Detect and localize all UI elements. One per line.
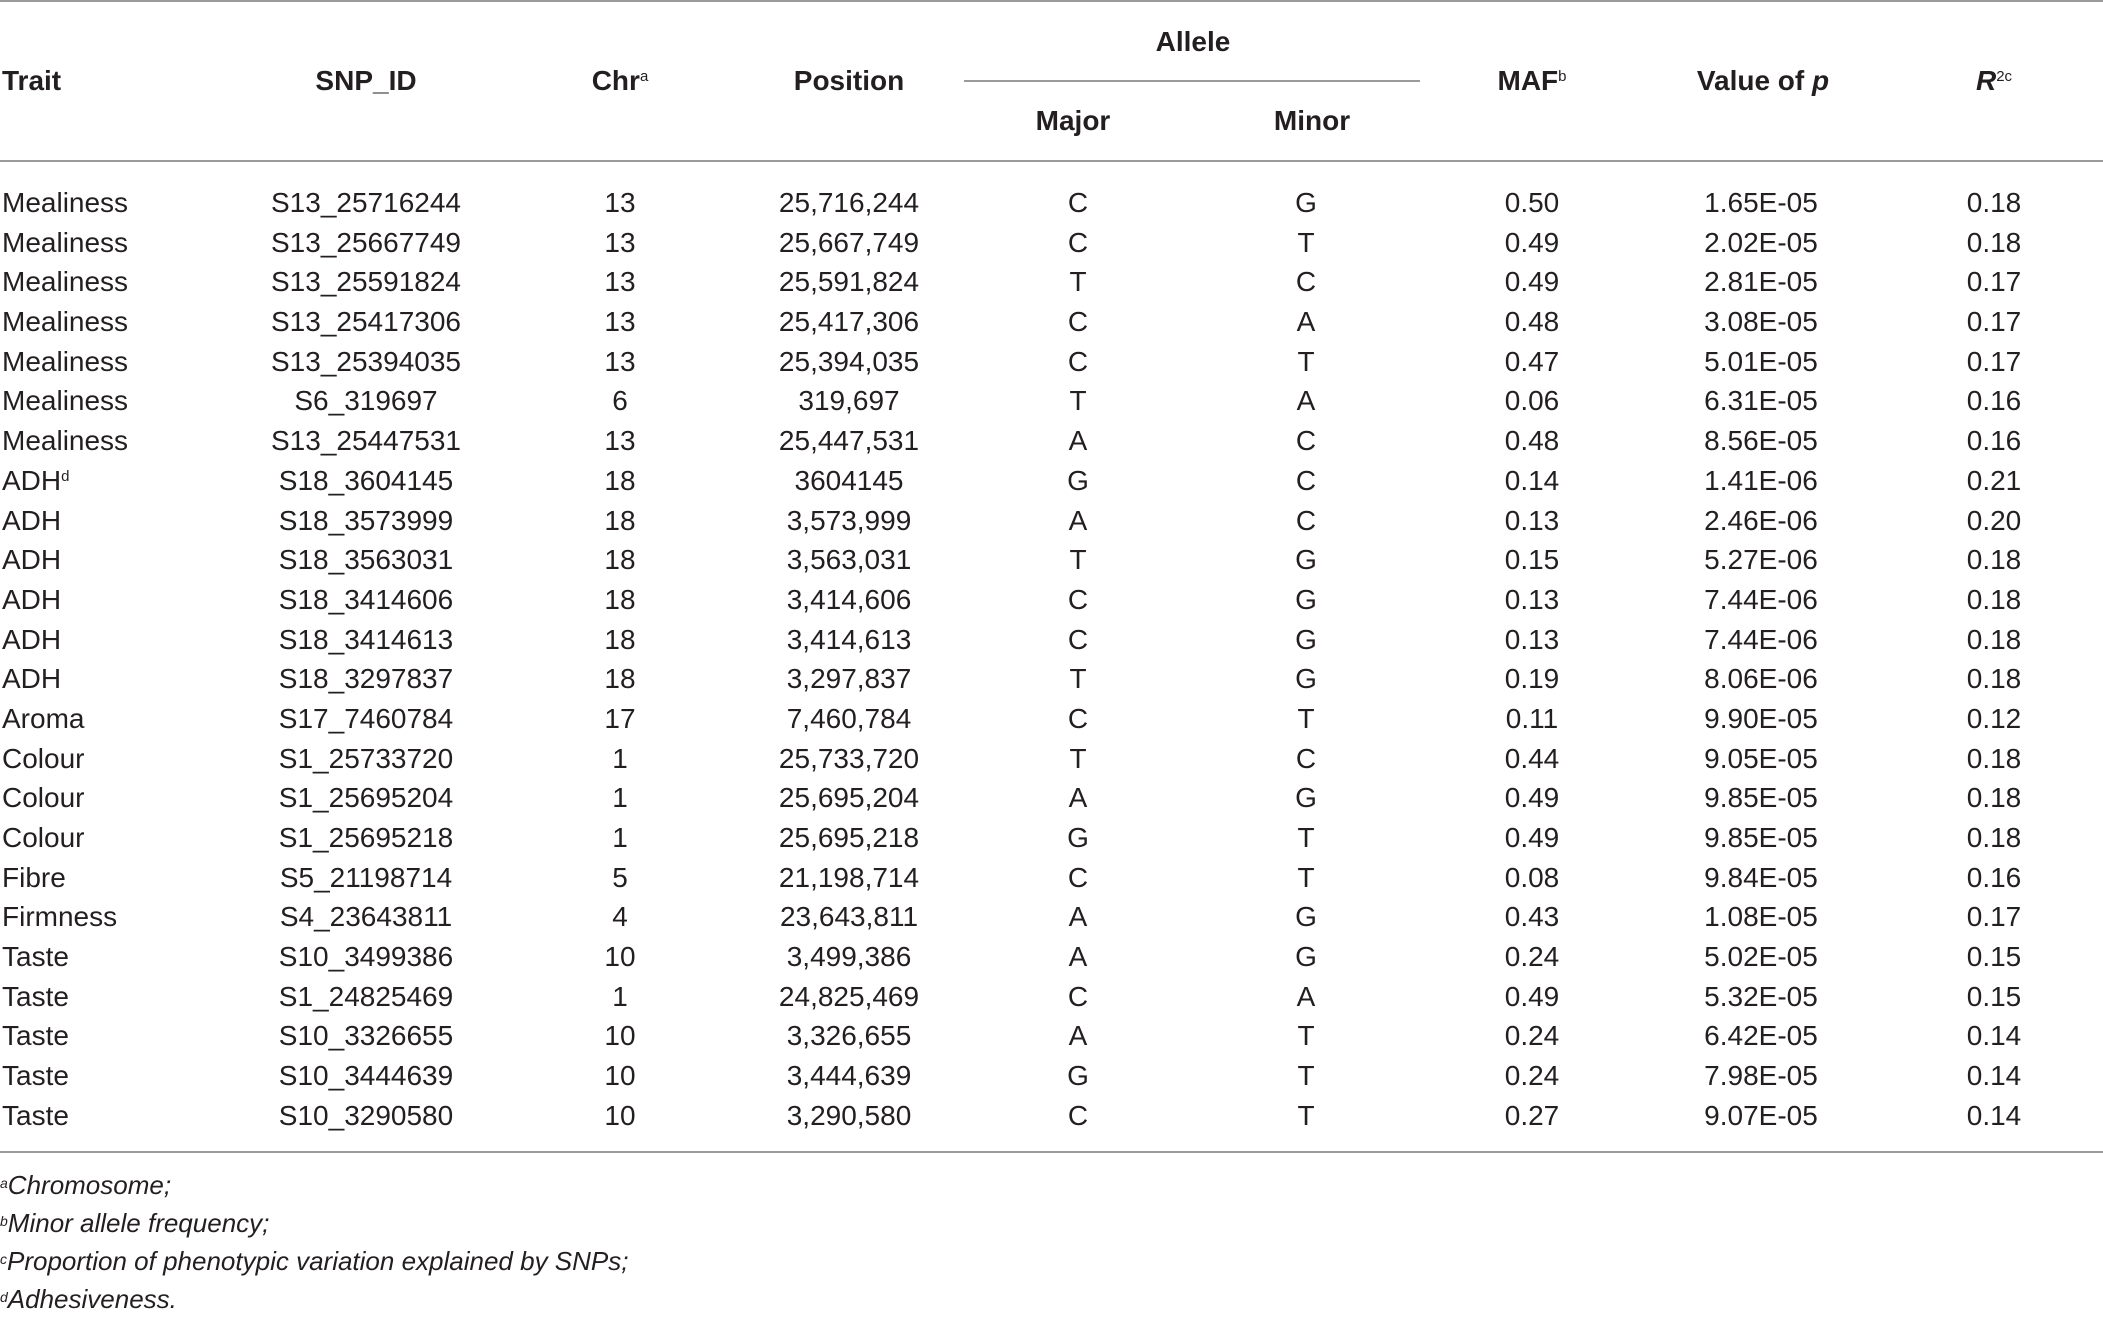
cell-position: 3,326,655 bbox=[786, 1020, 912, 1052]
cell-r2: 0.16 bbox=[1966, 385, 2022, 417]
cell-chr: 13 bbox=[604, 187, 636, 218]
table-row bbox=[0, 501, 2103, 541]
cell-chr: 18 bbox=[604, 464, 636, 496]
cell-major-allele: G bbox=[1067, 822, 1089, 853]
table-row bbox=[0, 897, 2103, 937]
cell-snp-id: S10_3499386 bbox=[278, 941, 454, 973]
cell-snp-id: S13_25667749 bbox=[271, 226, 461, 258]
cell-maf: 0.48 bbox=[1504, 425, 1560, 457]
cell-p-value: 1.65E-05 bbox=[1704, 187, 1818, 218]
cell-major-allele: C bbox=[1067, 980, 1089, 1012]
cell-p-value: 5.01E-05 bbox=[1704, 345, 1818, 377]
cell-maf: 0.24 bbox=[1504, 1060, 1560, 1092]
cell-p-value: 7.98E-05 bbox=[1704, 1060, 1818, 1092]
header-trait: Trait bbox=[2, 65, 62, 96]
cell-position: 25,417,306 bbox=[778, 306, 920, 338]
cell-r2: 0.14 bbox=[1966, 1099, 2022, 1131]
cell-trait: ADH bbox=[2, 544, 62, 576]
cell-trait: Mealiness bbox=[2, 425, 129, 457]
cell-trait: ADH bbox=[2, 623, 62, 655]
cell-chr: 10 bbox=[604, 1020, 636, 1052]
cell-minor-allele: G bbox=[1295, 663, 1317, 695]
cell-r2: 0.15 bbox=[1966, 980, 2022, 1012]
cell-position: 25,591,824 bbox=[778, 266, 920, 298]
cell-trait: Taste bbox=[2, 1020, 69, 1052]
cell-minor-allele: C bbox=[1295, 464, 1317, 496]
cell-r2: 0.12 bbox=[1966, 702, 2022, 734]
cell-maf: 0.19 bbox=[1504, 663, 1560, 695]
cell-r2: 0.18 bbox=[1966, 544, 2022, 576]
table-row bbox=[0, 699, 2103, 739]
cell-maf: 0.47 bbox=[1504, 345, 1560, 377]
cell-maf: 0.49 bbox=[1504, 822, 1560, 853]
cell-p-value: 9.84E-05 bbox=[1704, 861, 1818, 893]
cell-snp-id: S4_23643811 bbox=[279, 901, 453, 933]
cell-p-value: 3.08E-05 bbox=[1704, 306, 1818, 338]
cell-snp-id: S18_3414606 bbox=[278, 583, 454, 615]
cell-r2: 0.18 bbox=[1966, 187, 2022, 218]
cell-position: 7,460,784 bbox=[786, 702, 912, 734]
cell-chr: 4 bbox=[612, 901, 628, 933]
cell-major-allele: T bbox=[1069, 266, 1087, 298]
cell-minor-allele: C bbox=[1295, 425, 1317, 457]
cell-position: 3,444,639 bbox=[786, 1060, 912, 1092]
table-row bbox=[0, 461, 2103, 501]
cell-trait: Taste bbox=[2, 980, 69, 1012]
cell-p-value: 9.85E-05 bbox=[1704, 822, 1818, 853]
cell-snp-id: S5_21198714 bbox=[279, 861, 453, 893]
header-position: Position bbox=[793, 65, 905, 96]
table-row bbox=[0, 302, 2103, 342]
header-maf: MAF$^b$ bbox=[1497, 65, 1567, 96]
cell-r2: 0.18 bbox=[1966, 623, 2022, 655]
cell-minor-allele: T bbox=[1297, 1099, 1315, 1131]
cell-maf: 0.49 bbox=[1504, 266, 1560, 298]
cell-major-allele: C bbox=[1067, 187, 1089, 218]
cell-snp-id: S13_25394035 bbox=[271, 345, 461, 377]
cell-minor-allele: T bbox=[1297, 1020, 1315, 1052]
table-row bbox=[0, 580, 2103, 620]
cell-major-allele: A bbox=[1068, 782, 1088, 814]
cell-major-allele: A bbox=[1068, 941, 1088, 973]
cell-p-value: 1.08E-05 bbox=[1704, 901, 1818, 933]
cell-minor-allele: G bbox=[1295, 583, 1317, 615]
cell-position: 25,695,204 bbox=[778, 782, 920, 814]
cell-chr: 13 bbox=[604, 345, 636, 377]
cell-minor-allele: G bbox=[1295, 901, 1317, 933]
cell-major-allele: C bbox=[1067, 583, 1089, 615]
cell-trait: Fibre bbox=[2, 861, 66, 893]
trait-footnote-marker: d bbox=[61, 467, 70, 485]
header-chr: Chr$^a$ bbox=[591, 65, 649, 96]
cell-position: 3,297,837 bbox=[786, 663, 912, 695]
table-row bbox=[0, 1016, 2103, 1056]
cell-major-allele: T bbox=[1069, 663, 1087, 695]
cell-snp-id: S1_24825469 bbox=[278, 980, 454, 1012]
table-row bbox=[0, 937, 2103, 977]
cell-snp-id: S18_3563031 bbox=[278, 544, 454, 576]
cell-trait: Mealiness bbox=[2, 345, 129, 377]
table-row bbox=[0, 1096, 2103, 1136]
cell-snp-id: S13_25716244 bbox=[271, 187, 461, 218]
cell-maf: 0.11 bbox=[1505, 702, 1559, 734]
cell-position: 25,447,531 bbox=[778, 425, 920, 457]
table-row bbox=[0, 659, 2103, 699]
cell-snp-id: S18_3414613 bbox=[278, 623, 454, 655]
cell-snp-id: S6_319697 bbox=[294, 385, 438, 417]
cell-chr: 1 bbox=[612, 782, 628, 814]
cell-maf: 0.14 bbox=[1504, 464, 1560, 496]
cell-snp-id: S13_25591824 bbox=[271, 266, 461, 298]
cell-r2: 0.14 bbox=[1966, 1020, 2022, 1052]
cell-p-value: 6.31E-05 bbox=[1704, 385, 1818, 417]
cell-minor-allele: C bbox=[1295, 504, 1317, 536]
cell-trait: Colour bbox=[2, 782, 85, 814]
cell-snp-id: S18_3604145 bbox=[278, 464, 454, 496]
cell-minor-allele: T bbox=[1297, 345, 1315, 377]
cell-minor-allele: C bbox=[1295, 266, 1317, 298]
cell-chr: 1 bbox=[612, 980, 628, 1012]
cell-trait: ADH bbox=[2, 504, 62, 536]
cell-position: 3,414,613 bbox=[786, 623, 912, 655]
cell-maf: 0.48 bbox=[1504, 306, 1560, 338]
cell-chr: 10 bbox=[604, 941, 636, 973]
cell-maf: 0.13 bbox=[1504, 583, 1560, 615]
cell-major-allele: C bbox=[1067, 861, 1089, 893]
cell-chr: 13 bbox=[604, 306, 636, 338]
cell-major-allele: C bbox=[1067, 1099, 1089, 1131]
table-row bbox=[0, 183, 2103, 223]
cell-r2: 0.18 bbox=[1966, 663, 2022, 695]
cell-snp-id: S13_25447531 bbox=[271, 425, 461, 457]
cell-p-value: 9.90E-05 bbox=[1704, 702, 1818, 734]
cell-minor-allele: G bbox=[1295, 782, 1317, 814]
table-row bbox=[0, 381, 2103, 421]
cell-r2: 0.21 bbox=[1966, 464, 2022, 496]
cell-p-value: 2.02E-05 bbox=[1704, 226, 1818, 258]
cell-snp-id: S1_25695204 bbox=[278, 782, 454, 814]
cell-minor-allele: A bbox=[1296, 980, 1316, 1012]
cell-chr: 5 bbox=[612, 861, 628, 893]
cell-maf: 0.08 bbox=[1504, 861, 1560, 893]
cell-position: 3,563,031 bbox=[786, 544, 912, 576]
cell-trait: Mealiness bbox=[2, 266, 129, 298]
table-row bbox=[0, 421, 2103, 461]
cell-chr: 13 bbox=[604, 266, 636, 298]
table-row bbox=[0, 620, 2103, 660]
header-minor: Minor bbox=[1273, 105, 1351, 136]
table-row bbox=[0, 342, 2103, 382]
cell-maf: 0.43 bbox=[1504, 901, 1560, 933]
cell-major-allele: A bbox=[1068, 504, 1088, 536]
cell-major-allele: C bbox=[1067, 226, 1089, 258]
header-bottom-rule bbox=[0, 160, 2103, 162]
cell-snp-id: S17_7460784 bbox=[278, 702, 454, 734]
cell-r2: 0.18 bbox=[1966, 226, 2022, 258]
table-row bbox=[0, 262, 2103, 302]
cell-minor-allele: G bbox=[1295, 187, 1317, 218]
cell-p-value: 9.07E-05 bbox=[1704, 1099, 1818, 1131]
cell-position: 3604145 bbox=[794, 464, 904, 496]
cell-minor-allele: G bbox=[1295, 544, 1317, 576]
cell-p-value: 2.81E-05 bbox=[1704, 266, 1818, 298]
cell-p-value: 8.06E-06 bbox=[1704, 663, 1818, 695]
cell-trait: Colour bbox=[2, 742, 85, 774]
cell-chr: 1 bbox=[612, 742, 628, 774]
table-row bbox=[0, 739, 2103, 779]
cell-p-value: 1.41E-06 bbox=[1704, 464, 1818, 496]
cell-position: 23,643,811 bbox=[779, 901, 919, 933]
cell-major-allele: G bbox=[1067, 1060, 1089, 1092]
cell-r2: 0.16 bbox=[1966, 861, 2022, 893]
header-snp-id: SNP_ID bbox=[315, 65, 417, 96]
cell-maf: 0.49 bbox=[1504, 980, 1560, 1012]
cell-trait: ADH bbox=[2, 583, 62, 615]
cell-major-allele: T bbox=[1069, 742, 1087, 774]
cell-chr: 18 bbox=[604, 504, 636, 536]
cell-snp-id: S13_25417306 bbox=[271, 306, 461, 338]
cell-snp-id: S18_3297837 bbox=[278, 663, 454, 695]
cell-minor-allele: T bbox=[1297, 702, 1315, 734]
header-r2: $R^{2c}$ bbox=[1975, 65, 2013, 96]
cell-p-value: 7.44E-06 bbox=[1704, 583, 1818, 615]
cell-position: 3,290,580 bbox=[786, 1099, 912, 1131]
table-row bbox=[0, 858, 2103, 898]
cell-chr: 17 bbox=[604, 702, 636, 734]
cell-position: 25,695,218 bbox=[778, 822, 920, 853]
cell-r2: 0.17 bbox=[1966, 345, 2022, 377]
cell-maf: 0.06 bbox=[1504, 385, 1560, 417]
cell-position: 3,499,386 bbox=[786, 941, 912, 973]
cell-p-value: 9.85E-05 bbox=[1704, 782, 1818, 814]
cell-snp-id: S1_25733720 bbox=[278, 742, 454, 774]
cell-maf: 0.13 bbox=[1504, 504, 1560, 536]
cell-snp-id: S10_3326655 bbox=[278, 1020, 454, 1052]
cell-minor-allele: T bbox=[1297, 861, 1315, 893]
cell-chr: 1 bbox=[612, 822, 628, 853]
cell-trait: Taste bbox=[2, 941, 69, 973]
cell-minor-allele: C bbox=[1295, 742, 1317, 774]
cell-snp-id: S10_3444639 bbox=[278, 1060, 454, 1092]
cell-trait: Taste bbox=[2, 1099, 69, 1131]
cell-r2: 0.18 bbox=[1966, 742, 2022, 774]
table-bottom-rule bbox=[0, 1151, 2103, 1153]
cell-maf: 0.15 bbox=[1504, 544, 1560, 576]
cell-position: 3,573,999 bbox=[786, 504, 912, 536]
footnotes bbox=[0, 1166, 628, 1318]
header-allele: Allele bbox=[1155, 26, 1231, 57]
cell-minor-allele: T bbox=[1297, 822, 1315, 853]
cell-p-value: 7.44E-06 bbox=[1704, 623, 1818, 655]
cell-maf: 0.27 bbox=[1504, 1099, 1560, 1131]
table-row bbox=[0, 1056, 2103, 1096]
cell-r2: 0.18 bbox=[1966, 782, 2022, 814]
footnote: $^d$Adhesiveness. bbox=[0, 1284, 177, 1314]
cell-position: 24,825,469 bbox=[778, 980, 920, 1012]
table-row bbox=[0, 977, 2103, 1017]
cell-trait: Taste bbox=[2, 1060, 69, 1092]
cell-major-allele: A bbox=[1068, 425, 1088, 457]
footnote: $^a$Chromosome; bbox=[0, 1170, 172, 1200]
cell-chr: 18 bbox=[604, 663, 636, 695]
cell-trait: Colour bbox=[2, 822, 85, 853]
cell-major-allele: T bbox=[1069, 544, 1087, 576]
header-major: Major bbox=[1035, 105, 1111, 136]
cell-major-allele: A bbox=[1068, 1020, 1088, 1052]
cell-position: 3,414,606 bbox=[786, 583, 912, 615]
cell-r2: 0.17 bbox=[1966, 901, 2022, 933]
cell-maf: 0.24 bbox=[1504, 1020, 1560, 1052]
cell-chr: 18 bbox=[604, 583, 636, 615]
cell-p-value: 8.56E-05 bbox=[1704, 425, 1818, 457]
cell-maf: 0.44 bbox=[1504, 742, 1560, 774]
cell-p-value: 9.05E-05 bbox=[1704, 742, 1818, 774]
cell-p-value: 5.32E-05 bbox=[1704, 980, 1818, 1012]
cell-r2: 0.17 bbox=[1966, 306, 2022, 338]
cell-trait: Firmness bbox=[2, 901, 118, 933]
cell-position: 319,697 bbox=[798, 385, 900, 417]
cell-minor-allele: T bbox=[1297, 1060, 1315, 1092]
cell-r2: 0.20 bbox=[1966, 504, 2022, 536]
cell-trait: Mealiness bbox=[2, 306, 129, 338]
cell-trait: ADH bbox=[2, 663, 62, 695]
cell-trait: Mealiness bbox=[2, 385, 129, 417]
cell-position: 25,667,749 bbox=[778, 226, 920, 258]
cell-chr: 6 bbox=[612, 385, 628, 417]
cell-major-allele: T bbox=[1069, 385, 1087, 417]
cell-maf: 0.49 bbox=[1504, 226, 1560, 258]
cell-p-value: 5.02E-05 bbox=[1704, 941, 1818, 973]
footnote: $^b$Minor allele frequency; bbox=[0, 1208, 270, 1238]
cell-position: 21,198,714 bbox=[778, 861, 920, 893]
cell-position: 25,733,720 bbox=[778, 742, 920, 774]
cell-maf: 0.49 bbox=[1504, 782, 1560, 814]
cell-trait: Mealiness bbox=[2, 226, 129, 258]
cell-maf: 0.24 bbox=[1504, 941, 1560, 973]
cell-minor-allele: A bbox=[1296, 306, 1316, 338]
cell-p-value: 6.42E-05 bbox=[1704, 1020, 1818, 1052]
cell-position: 25,394,035 bbox=[778, 345, 920, 377]
cell-major-allele: G bbox=[1067, 464, 1089, 496]
cell-maf: 0.50 bbox=[1504, 187, 1560, 218]
cell-r2: 0.14 bbox=[1966, 1060, 2022, 1092]
header-value-of-p: Value of p bbox=[1696, 65, 1830, 96]
cell-chr: 18 bbox=[604, 544, 636, 576]
cell-minor-allele: G bbox=[1295, 623, 1317, 655]
cell-minor-allele: G bbox=[1295, 941, 1317, 973]
table-row bbox=[0, 540, 2103, 580]
allele-group-rule bbox=[964, 80, 1420, 82]
cell-chr: 13 bbox=[604, 425, 636, 457]
table-body bbox=[0, 183, 2103, 1136]
footnote: $^c$Proportion of phenotypic variation explained by SNPs; bbox=[0, 1246, 629, 1276]
cell-r2: 0.17 bbox=[1966, 266, 2022, 298]
cell-r2: 0.18 bbox=[1966, 822, 2022, 853]
table-row bbox=[0, 778, 2103, 818]
cell-position: 25,716,244 bbox=[778, 187, 920, 218]
cell-trait: Mealiness bbox=[2, 187, 129, 218]
cell-major-allele: C bbox=[1067, 345, 1089, 377]
cell-snp-id: S1_25695218 bbox=[278, 822, 454, 853]
cell-r2: 0.16 bbox=[1966, 425, 2022, 457]
cell-snp-id: S18_3573999 bbox=[278, 504, 454, 536]
cell-major-allele: C bbox=[1067, 702, 1089, 734]
table-row bbox=[0, 223, 2103, 263]
cell-minor-allele: T bbox=[1297, 226, 1315, 258]
cell-chr: 10 bbox=[604, 1060, 636, 1092]
cell-trait: Aroma bbox=[2, 702, 85, 734]
cell-chr: 13 bbox=[604, 226, 636, 258]
table-top-rule bbox=[0, 0, 2103, 2]
cell-p-value: 2.46E-06 bbox=[1704, 504, 1818, 536]
cell-p-value: 5.27E-06 bbox=[1704, 544, 1818, 576]
cell-r2: 0.18 bbox=[1966, 583, 2022, 615]
cell-maf: 0.13 bbox=[1504, 623, 1560, 655]
cell-major-allele: C bbox=[1067, 623, 1089, 655]
cell-snp-id: S10_3290580 bbox=[278, 1099, 454, 1131]
cell-chr: 18 bbox=[604, 623, 636, 655]
cell-r2: 0.15 bbox=[1966, 941, 2022, 973]
table-row bbox=[0, 818, 2103, 858]
cell-major-allele: C bbox=[1067, 306, 1089, 338]
cell-trait: ADH$^d$ bbox=[2, 464, 70, 496]
cell-chr: 10 bbox=[604, 1099, 636, 1131]
cell-major-allele: A bbox=[1068, 901, 1088, 933]
cell-minor-allele: A bbox=[1296, 385, 1316, 417]
